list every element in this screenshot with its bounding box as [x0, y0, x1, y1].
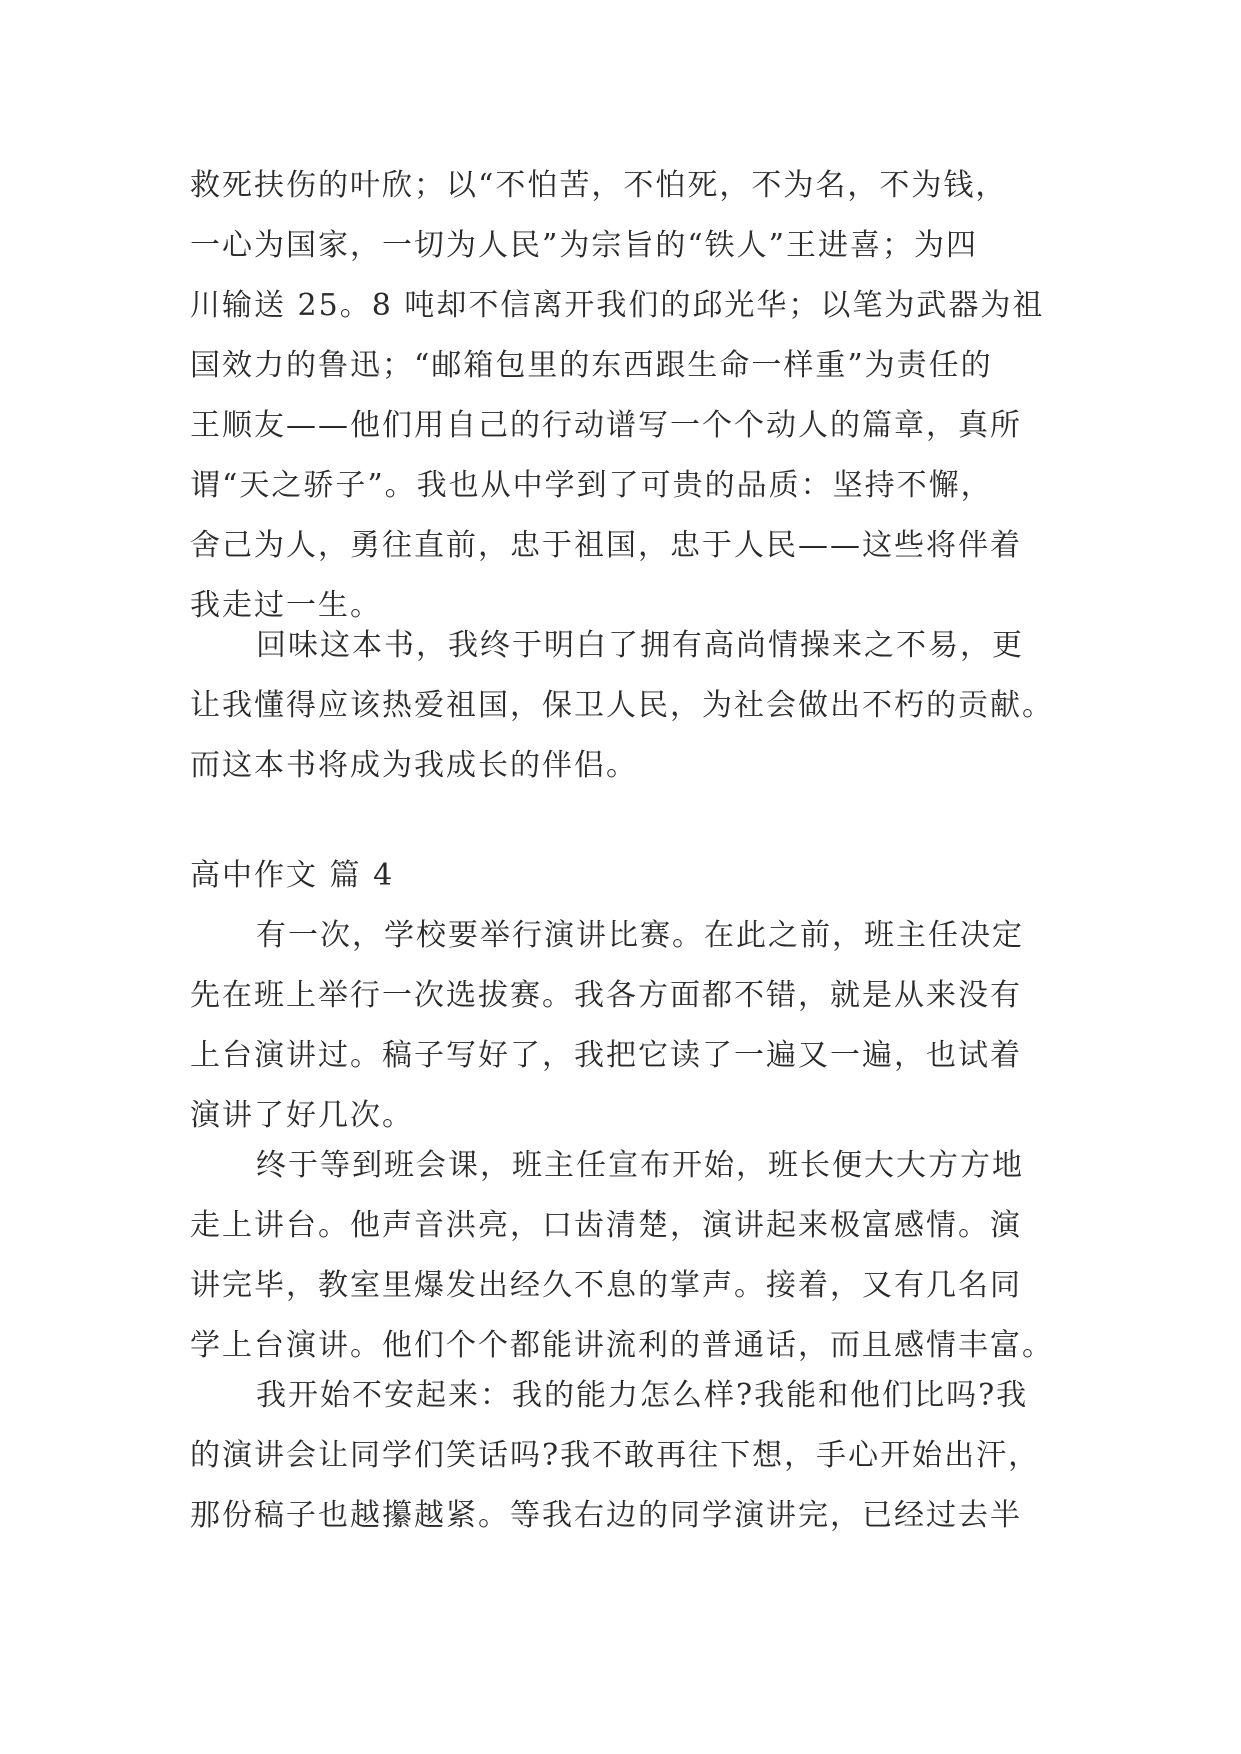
text-line: 救死扶伤的叶欣；以“不怕苦，不怕死，不为名，不为钱， [190, 168, 1008, 203]
text-line: 川输送 25。8 吨却不信离开我们的邱光华；以笔为武器为祖 [190, 288, 1045, 323]
text-line: 那份稿子也越攥越紧。等我右边的同学演讲完，已经过去半 [190, 1498, 1022, 1533]
paragraph-continuation [190, 156, 1070, 636]
essay-title: 高中作文 篇 4 [190, 858, 395, 893]
text-line: 国效力的鲁迅；“邮箱包里的东西跟生命一样重”为责任的 [190, 348, 993, 383]
text-line: 我开始不安起来：我的能力怎么样?我能和他们比吗?我 [256, 1378, 1029, 1413]
text-line: 一心为国家，一切为人民”为宗旨的“铁人”王进喜；为四 [190, 228, 979, 263]
text-line: 讲完毕，教室里爆发出经久不息的掌声。接着，又有几名同 [190, 1268, 1022, 1303]
text-line: 终于等到班会课，班主任宣布开始，班长便大大方方地 [256, 1148, 1024, 1183]
text-line: 舍己为人，勇往直前，忠于祖国，忠于人民——这些将伴着 [190, 528, 1022, 563]
text-line: 演讲了好几次。 [190, 1098, 414, 1133]
essay-paragraph-1 [190, 906, 1070, 1146]
essay-paragraph-2 [190, 1136, 1070, 1376]
text-line: 而这本书将成为我成长的伴侣。 [190, 748, 638, 783]
text-line: 回味这本书，我终于明白了拥有高尚情操来之不易，更 [256, 628, 1024, 663]
text-line: 走上讲台。他声音洪亮，口齿清楚，演讲起来极富感情。演 [190, 1208, 1022, 1243]
paragraph-closing [190, 616, 1070, 796]
text-line: 王顺友——他们用自己的行动谱写一个个动人的篇章，真所 [190, 408, 1022, 443]
text-line: 让我懂得应该热爱祖国，保卫人民，为社会做出不朽的贡献。 [190, 688, 1054, 723]
text-line: 学上台演讲。他们个个都能讲流利的普通话，而且感情丰富。 [190, 1328, 1054, 1363]
text-line: 谓“天之骄子”。我也从中学到了可贵的品质：坚持不懈， [190, 468, 993, 503]
text-line: 上台演讲过。稿子写好了，我把它读了一遍又一遍，也试着 [190, 1038, 1022, 1073]
text-line: 有一次，学校要举行演讲比赛。在此之前，班主任决定 [256, 918, 1024, 953]
text-line: 我走过一生。 [190, 588, 382, 623]
text-line: 的演讲会让同学们笑话吗?我不敢再往下想，手心开始出汗， [190, 1438, 1041, 1473]
essay-paragraph-3 [190, 1366, 1070, 1546]
essay-heading-block [190, 846, 1070, 906]
text-line: 先在班上举行一次选拔赛。我各方面都不错，就是从来没有 [190, 978, 1022, 1013]
